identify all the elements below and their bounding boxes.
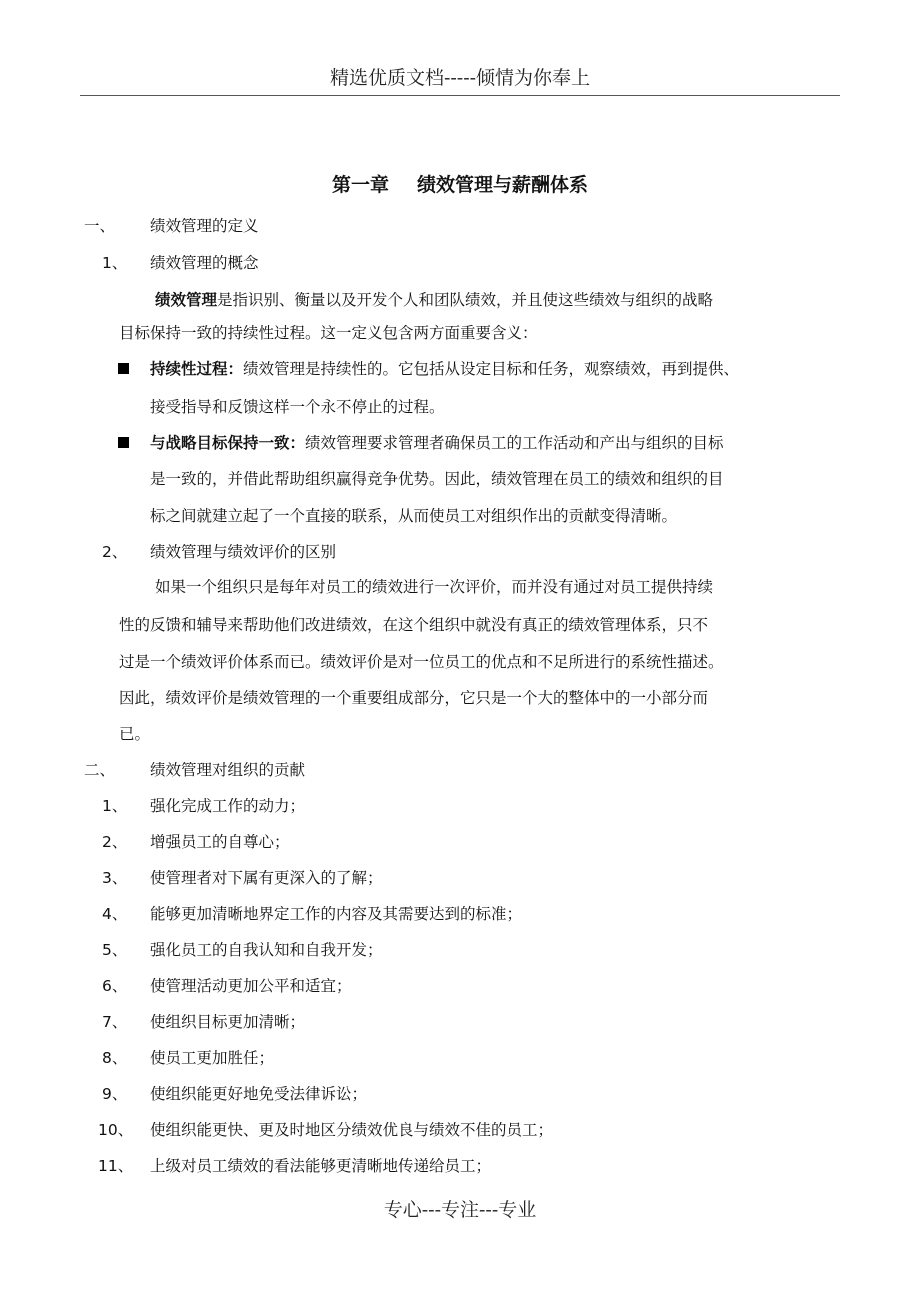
list-item: 能够更加清晰地界定工作的内容及其需要达到的标准； bbox=[150, 905, 523, 923]
chapter-name: 绩效管理与薪酬体系 bbox=[417, 174, 589, 196]
difference-paragraph-line: 已。 bbox=[119, 725, 151, 743]
difference-paragraph-line: 如果一个组织只是每年对员工的绩效进行一次评价，而并没有通过对员工提供持续 bbox=[155, 578, 714, 596]
bullet-2-line-1 bbox=[150, 431, 724, 455]
section-1-title: 绩效管理的定义 bbox=[150, 217, 259, 235]
definition-term: 绩效管理 bbox=[155, 291, 218, 309]
square-bullet-icon bbox=[118, 437, 129, 448]
section-2-number: 二、 bbox=[84, 761, 116, 779]
difference-paragraph-line: 性的反馈和辅导来帮助他们改进绩效，在这个组织中就没有真正的绩效管理体系，只不 bbox=[119, 616, 709, 634]
bullet-2-line-2: 是一致的，并借此帮助组织赢得竞争优势。因此，绩效管理在员工的绩效和组织的目 bbox=[150, 470, 724, 488]
list-item: 使管理活动更加公平和适宜； bbox=[150, 977, 352, 995]
list-item-number: 10、 bbox=[98, 1121, 134, 1139]
list-item: 强化员工的自我认知和自我开发； bbox=[150, 941, 383, 959]
list-item-number: 3、 bbox=[102, 869, 128, 887]
list-item: 使组织目标更加清晰； bbox=[150, 1013, 306, 1031]
section-1-number: 一、 bbox=[84, 217, 116, 235]
chapter-title bbox=[0, 170, 920, 200]
difference-paragraph-line: 过是一个绩效评价体系而已。绩效评价是对一位员工的优点和不足所进行的系统性描述。 bbox=[119, 653, 724, 671]
square-bullet-icon bbox=[118, 363, 129, 374]
bullet-1-text: 绩效管理是持续性的。它包括从设定目标和任务，观察绩效，再到提供、 bbox=[243, 360, 740, 378]
chapter-number: 第一章 bbox=[331, 174, 389, 196]
difference-paragraph-line: 因此，绩效评价是绩效管理的一个重要组成部分，它只是一个大的整体中的一小部分而 bbox=[119, 689, 709, 707]
list-item: 强化完成工作的动力； bbox=[150, 797, 306, 815]
list-item: 使管理者对下属有更深入的了解； bbox=[150, 869, 383, 887]
definition-text: 是指识别、衡量以及开发个人和团队绩效，并且使这些绩效与组织的战略 bbox=[217, 291, 714, 309]
bullet-2-line-3: 标之间就建立起了一个直接的联系，从而使员工对组织作出的贡献变得清晰。 bbox=[150, 507, 678, 525]
list-item-number: 9、 bbox=[102, 1085, 128, 1103]
page-footer: 专心---专注---专业 bbox=[383, 1199, 537, 1221]
list-item-number: 7、 bbox=[102, 1013, 128, 1031]
list-item-number: 2、 bbox=[102, 833, 128, 851]
subsection-1-number: 1、 bbox=[102, 254, 128, 272]
list-item-number: 1、 bbox=[102, 797, 128, 815]
definition-paragraph-line-2: 目标保持一致的持续性过程。这一定义包含两方面重要含义： bbox=[119, 324, 538, 342]
list-item: 使员工更加胜任； bbox=[150, 1049, 275, 1067]
list-item-number: 4、 bbox=[102, 905, 128, 923]
list-item-number: 6、 bbox=[102, 977, 128, 995]
list-item-number: 5、 bbox=[102, 941, 128, 959]
subsection-2-number: 2、 bbox=[102, 543, 128, 561]
list-item: 使组织能更好地免受法律诉讼； bbox=[150, 1085, 368, 1103]
list-item-number: 8、 bbox=[102, 1049, 128, 1067]
header-rule bbox=[80, 95, 840, 96]
subsection-1-title: 绩效管理的概念 bbox=[150, 254, 259, 272]
list-item: 上级对员工绩效的看法能够更清晰地传递给员工； bbox=[150, 1157, 492, 1175]
section-2-title: 绩效管理对组织的贡献 bbox=[150, 761, 306, 779]
bullet-1-line-1 bbox=[150, 357, 739, 381]
list-item: 使组织能更快、更及时地区分绩效优良与绩效不佳的员工； bbox=[150, 1121, 554, 1139]
page-header: 精选优质文档-----倾情为你奉上 bbox=[329, 67, 591, 89]
bullet-1-label: 持续性过程： bbox=[150, 360, 244, 378]
definition-paragraph-line-1 bbox=[155, 288, 713, 312]
list-item-number: 11、 bbox=[98, 1157, 134, 1175]
bullet-2-text: 绩效管理要求管理者确保员工的工作活动和产出与组织的目标 bbox=[305, 434, 724, 452]
list-item: 增强员工的自尊心； bbox=[150, 833, 290, 851]
subsection-2-title: 绩效管理与绩效评价的区别 bbox=[150, 543, 337, 561]
bullet-1-line-2: 接受指导和反馈这样一个永不停止的过程。 bbox=[150, 398, 445, 416]
bullet-2-label: 与战略目标保持一致： bbox=[150, 434, 306, 452]
